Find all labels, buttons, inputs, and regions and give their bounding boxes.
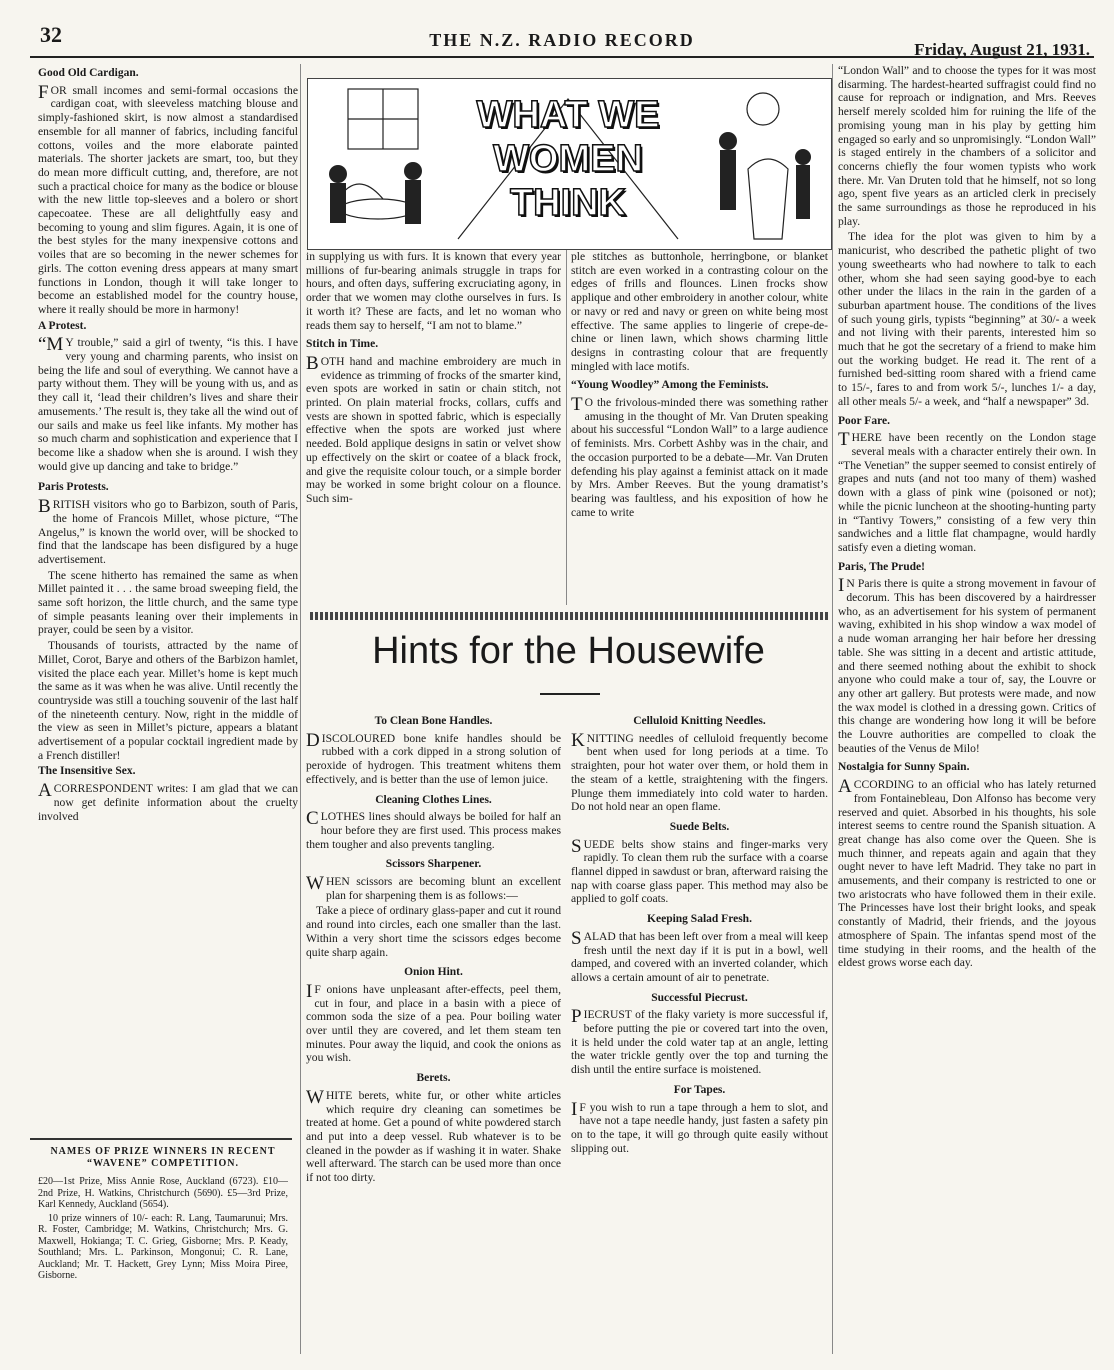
heading-young-woodley: “Young Woodley” Among the Feminists. xyxy=(571,379,769,392)
article-london-wall-continued: “London Wall” and to choose the types for it was most disarming. The hardest-hearted suffragist could find no cause for reproach or indignation, and Mrs. Reeves herself merely scolded him for ruining the life of the promising young man in his play by getting him engaged so early and so unpromisingly. “London Wall” is staged entirely in the chambers of a solicitor and concerns chiefly the four women typists who work there. Mr. Van Druten told that he himself, not so long ago, spent five years as an articled clerk in precisely the same surroundings as those he reproduced in his play. xyxy=(838,64,1096,228)
column-1 xyxy=(38,64,298,1134)
heading-salad-fresh: Keeping Salad Fresh. xyxy=(647,913,752,926)
masthead-title: THE N.Z. RADIO RECORD xyxy=(429,30,695,50)
heading-paris-the-prude: Paris, The Prude! xyxy=(838,560,925,573)
hints-left-column xyxy=(306,712,561,1352)
column-divider-2 xyxy=(566,250,567,605)
prize-main-winners: £20—1st Prize, Miss Annie Rose, Auckland (6723). £10—2nd Prize, H. Watkins, Christchurch (5690). £5—3rd Prize, Karl Kennedy, Auckland (5654). xyxy=(38,1176,288,1210)
article-poor-fare: THERE have been recently on the London stage several meals with a character entirely their own. In “The Venetian” the supper seemed to consist entirely of grapes and nuts (and not too many of them) washed down with a glass of pink wine (poisoned or not); while the picnic luncheon at the shooting-hunting party in “Tantivy Towers,” consisting of a few very thin sandwiches and a little flat champagne, would hardly satisfy even a dieting woman. xyxy=(838,429,1096,554)
article-cardigan: FOR small incomes and semi-formal occasions the cardigan coat, with sleeveless matching blouse and simply-fashioned skirt, is now almost a standardised ensemble for all manner of fabrics, including fanciful cottons, voiles and the more elaborate painted materials. The shorter jackets are smart, too, but they do mean more difficult cutting, and, therefore, are not such a practical choice for many as the bodice or blouse with the new little top-sleeves and a bolero or short capecoatee. These are all delightfully easy and becoming to young and slim figures. Again, it is one of the best styles for the many inexpensive cottons and voiles that are so becoming in the newer schemes for girls. The cotton evening dress appears at many smart functions in London, though it will take longer to become an established model for the country house, where it really should be more in harmony! xyxy=(38,81,298,316)
article-stitch-in-time: BOTH hand and machine embroidery are much in evidence as trimming of frocks of the smarter kind, even spots are worked in satin or chain stitch, not printed. On plain material frocks, collars, cuffs and vests are shown in spotted fabric, which is especially effective when the spots are worked just where needed. Bold applique designs in satin or velvet show up effectively on the skirt or coatee of a black frock, and give the requisite colour touch, or a simple border may be worked in some bright colour on a flounce. Such sim- xyxy=(306,352,561,505)
heading-bone-handles: To Clean Bone Handles. xyxy=(374,715,493,727)
page-header xyxy=(30,18,1094,58)
banner-title xyxy=(463,93,673,225)
article-paris-protests-3: Thousands of tourists, attracted by the name of Millet, Corot, Barye and others of the Barbizon hamlet, visited the place each year. Millet’s home is kept much the same as it was when he was alive. Until recently the countryside was still a touching souvenir of the last half of the nineteenth century. Now, right in the middle of the view as seen in Millet’s picture, appears a blatant advertisement of a popular cocktail ingredient made by a French distiller! xyxy=(38,639,298,762)
heading-knitting-needles: Celluloid Knitting Needles. xyxy=(633,715,766,727)
column-4 xyxy=(838,64,1096,1354)
column-divider-3 xyxy=(832,64,833,1354)
article-stitches-continued: ple stitches as buttonhole, herringbone, or blanket stitch are even worked in a contrasting colour on the edges of frills and flounces. Linen frocks show applique and other embroidery in another colour, white or navy or red and navy or green on white being most effective. The same applies to lingerie of crepe-de-chine or linen lawn, which shows charming little designs in contrasting colour that are frequently mingled with lace motifs. xyxy=(571,250,828,373)
article-paris-protests-1: BRITISH visitors who go to Barbizon, south of Paris, the home of Francois Millet, whose picture, “The Angelus,” is known the world over, will be shocked to find that the landscape has been disfigured by a huge advertisement. xyxy=(38,496,298,566)
column-3 xyxy=(571,250,828,610)
article-paris-protests-2: The scene hitherto has remained the same as when Millet painted it . . . the same broad sweeping field, the same soft horizon, the little church, and the same type of simple peasants leaning over their implements in prayer, could be seen by a visitor. xyxy=(38,568,298,637)
hint-for-tapes: I F you wish to run a tape through a hem to slot, and have not a tape needle handy, just fasten a safety pin on to the tape, it will go through quite easily without slipping out. xyxy=(571,1098,828,1155)
article-young-woodley: T O the frivolous-minded there was something rather amusing in the thought of Mr. Van Druten speaking about his successful “London Wall” to a large audience of feminists. Mrs. Corbett Ashby was in the chair, and the occasion purported to be a debate—Mr. Van Druten defending his play against a feminist attack on it made by Mrs. Amber Reeves. But the young dramatist’s bearing was faultless, and his exposition of how he came to write xyxy=(571,394,828,519)
heading-for-tapes: For Tapes. xyxy=(673,1083,726,1096)
heading-scissors-sharpener: Scissors Sharpener. xyxy=(385,858,482,871)
prize-minor-winners: 10 prize winners of 10/- each: R. Lang, Taumarunui; Mrs. R. Foster, Cambridge; M. Watkins, Christchurch; Mrs. G. Maxwell, Hokianga; T. C. Grieg, Gisborne; Mrs. P. Keady, Southland; Mrs. L. Parkinson, Mongonui; C. R. Lane, Auckland; Mr. T. Hackett, Grey Lynn; Miss Moira Piree, Gisborne. xyxy=(38,1212,288,1281)
hint-knitting-needles: KNITTING needles of celluloid frequently become bent when used for long periods at a time. To straighten, pour hot water over them, or hold them in the steam of a kettle, straightening with the fingers. Plunge them immediately into cold water to harden. Do not hold near an open flame. xyxy=(571,729,828,814)
column-divider-1 xyxy=(300,64,301,1354)
hint-suede-belts: SUEDE belts show stains and finger-marks very rapidly. To clean them rub the surface with a coarse flannel dipped in sawdust or bran, afterward raising the nap with coarse glass paper. This method may also be applied to golf coats. xyxy=(571,835,828,906)
heading-nostalgia-spain: Nostalgia for Sunny Spain. xyxy=(838,761,970,774)
heading-clothes-lines: Cleaning Clothes Lines. xyxy=(375,793,492,806)
hint-scissors-2: Take a piece of ordinary glass-paper and cut it round and round into circles, each one smaller than the last. Within a very short time the scissors edges become quite sharp again. xyxy=(306,904,561,959)
article-london-wall-plot: The idea for the plot was given to him by a manicurist, who described the pathetic plight of two young sweethearts who had nowhere to talk to each other, whom she had seen saying good-bye to each other under the lilacs in the rain in the garden of a suburban apartment house. The conditions of the lives of such young girls, typists “beginning” at 30/- a week and not living with their parents, interested him so much that he got the secretary of a friend to make him out the working budget. He read it. The rent of a furnished bed-sitting room shared with a friend came to 15/-, fares to and from work 5/-, lunches 1/- a day, all other meals 5/- a week, and “half a newspaper” 3d. xyxy=(838,230,1096,408)
heading-stitch-in-time: Stitch in Time. xyxy=(306,338,379,351)
heading-good-old-cardigan: Good Old Cardigan. xyxy=(38,67,139,79)
what-we-women-think-banner xyxy=(307,78,832,250)
hints-section-title: Hints for the Housewife xyxy=(372,630,765,672)
heading-berets: Berets. xyxy=(416,1072,451,1085)
hint-scissors-1: WHEN scissors are becoming blunt an excellent plan for sharpening them is as follows:— xyxy=(306,873,561,902)
article-paris-the-prude: I N Paris there is quite a strong movement in favour of decorum. This has been discovered by a hairdresser who, as an advertisement for his system of permanent waving, exhibited in his shop window a wax model of a nude woman arranging her hair before her dressing table. She was sitting in a decent and artistic attitude, and there seemed nothing about the exhibit to shock anyone who could make a tour of, say, the Louvre or any other art gallery. But protests were made, and now the wax model is clothed in a dressing gown. Critics of this change are wondering how long it will be before the Louvre authorities are compelled to cloak the beauties of the Venus de Milo! xyxy=(838,575,1096,755)
banner-line-3: THINK xyxy=(509,182,627,224)
banner-line-2: WOMEN xyxy=(493,138,643,180)
article-nostalgia-spain: ACCORDING to an official who has lately returned from Fontainebleau, Don Alfonso has become very reserved and quiet. Absorbed in his thoughts, his sole interest seems to centre round the Spanish situation. A great change has also come over the Queen. She is much thinner, and repeats again and again that they ought never to have left Madrid. They take no part in amusements, and their company is restricted to one or two aristocrats who have followed them in their exile. The Princesses have lost their bright looks, and speak constantly of Madrid, their friends, and the joyous atmosphere of Spain. The infantas spend most of the time studying in their rooms, and the health of the eldest grows worse each day. xyxy=(838,776,1096,970)
prize-winners-box xyxy=(38,1146,288,1351)
title-underline xyxy=(540,693,600,695)
heading-poor-fare: Poor Fare. xyxy=(838,414,890,427)
hint-salad-fresh: SALAD that has been left over from a meal will keep fresh until the next day if it is put in a bowl, well damped, and covered with an inverted colander, which allows a certain amount of air to penetrate. xyxy=(571,927,828,984)
hint-bone-handles: DISCOLOURED bone knife handles should be rubbed with a cork dipped in a strong solution of peroxide of hydrogen. This treatment whitens them effectively, and is better than the use of lemon juice. xyxy=(306,729,561,786)
heading-paris-protests: Paris Protests. xyxy=(38,481,109,494)
article-insensitive-sex: A CORRESPONDENT writes: I am glad that we can now get definite information about the cruelty involved xyxy=(38,780,298,823)
hint-berets: WHITE berets, white fur, or other white articles which require dry cleaning can sometimes be treated at home. Get a pound of white powdered starch and put into a deep vessel. Rub whatever is to be cleaned in the powder as if washing it in water. Shake well afterward. The starch can be used more than once if not too dirty. xyxy=(306,1086,561,1185)
prize-box-rule xyxy=(30,1138,292,1140)
hints-right-column xyxy=(571,712,828,1352)
heading-piecrust: Successful Piecrust. xyxy=(651,991,748,1004)
heading-insensitive-sex: The Insensitive Sex. xyxy=(38,765,136,778)
hint-onion: I F onions have unpleasant after-effects, peel them, cut in four, and place in a basin with a piece of common soda the size of a pea. Pour boiling water over until they are covered, and let them steam ten minutes. Pour away the liquid, and cook the onions as you wish. xyxy=(306,980,561,1065)
heading-onion-hint: Onion Hint. xyxy=(404,966,463,979)
article-furs-continued: in supplying us with furs. It is known that every year millions of fur-bearing animals struggle in traps for hours, and often days, suffering excruciating agony, in order that we women may clothe ourselves in furs. Is it worth it? These are facts, and let no woman who reads them say to herself, “I am not to blame.” xyxy=(306,250,561,332)
hint-clothes-lines: CLOTHES lines should always be boiled for half an hour before they are first used. This process makes them tougher and also prevents tangling. xyxy=(306,808,561,851)
heading-a-protest: A Protest. xyxy=(38,319,87,332)
heading-suede-belts: Suede Belts. xyxy=(669,820,730,833)
issue-date: Friday, August 21, 1931. xyxy=(914,40,1090,59)
section-dashed-rule xyxy=(310,612,828,620)
column-2 xyxy=(306,250,561,610)
prize-winners-title: NAMES OF PRIZE WINNERS IN RECENT “WAVENE” COMPETITION. xyxy=(50,1146,276,1169)
hint-piecrust: PIECRUST of the flaky variety is more successful if, before putting the pie or covered tart into the oven, it is held under the cold water tap at an angle, letting the water trickle gently over the top and turning the dish until the entire surface is moistened. xyxy=(571,1006,828,1077)
page-number: 32 xyxy=(40,22,62,47)
banner-line-1: WHAT WE xyxy=(476,94,660,136)
article-protest: “M Y trouble,” said a girl of twenty, “is this. I have very young and charming parents, who insist on being the life and soul of everything. We cannot have a party without them. They will be young with us, and as they call it, ‘lead their children’s lives and share their amusements.’ The result is, they take all the wind out of our sails and make us feel like infants. My mother has so much charm and sophistication and experience that I become like a shadow when she is around. I wish they would give up dancing and take to bridge.” xyxy=(38,334,298,473)
